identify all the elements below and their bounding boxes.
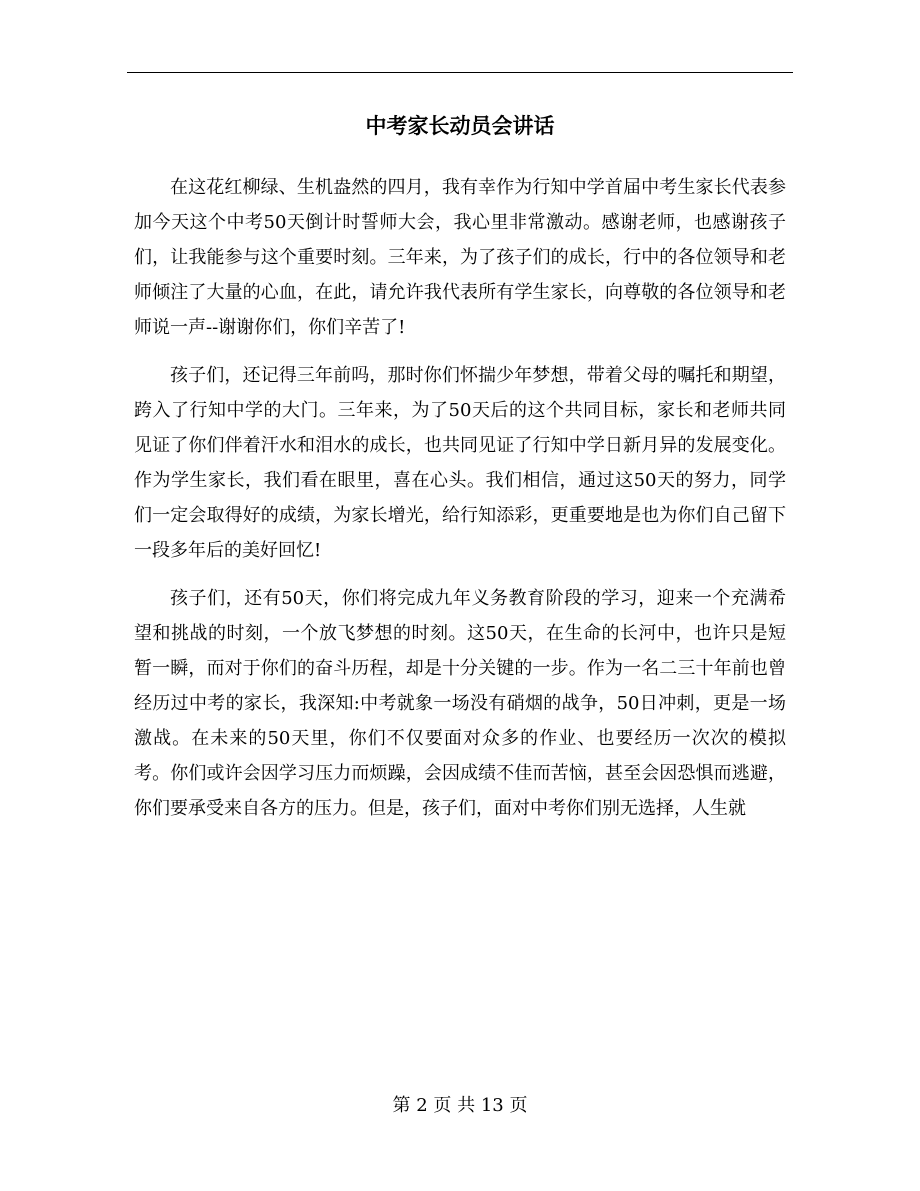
header-rule [127,72,793,73]
paragraph-2: 孩子们，还记得三年前吗，那时你们怀揣少年梦想，带着父母的嘱托和期望，跨入了行知中学的大门。三年来，为了50天后的这个共同目标，家长和老师共同见证了你们伴着汗水和泪水的成长，也共同见证了行知中学日新月异的发展变化。作为学生家长，我们看在眼里，喜在心头。我们相信，通过这50天的努力，同学们一定会取得好的成绩，为家长增光，给行知添彩，更重要地是也为你们自己留下一段多年后的美好回忆! [134,365,786,561]
document-body [134,170,786,839]
page-footer: 第 2 页 共 13 页 [392,1095,528,1116]
paragraph-1: 在这花红柳绿、生机盎然的四月，我有幸作为行知中学首届中考生家长代表参加今天这个中考50天倒计时誓师大会，我心里非常激动。感谢老师，也感谢孩子们，让我能参与这个重要时刻。三年来，为了孩子们的成长，行中的各位领导和老师倾注了大量的心血，在此，请允许我代表所有学生家长，向尊敬的各位领导和老师说一声--谢谢你们，你们辛苦了! [134,177,786,338]
paragraph-3: 孩子们，还有50天，你们将完成九年义务教育阶段的学习，迎来一个充满希望和挑战的时刻，一个放飞梦想的时刻。这50天，在生命的长河中，也许只是短暂一瞬，而对于你们的奋斗历程，却是十分关键的一步。作为一名二三十年前也曾经历过中考的家长，我深知:中考就象一场没有硝烟的战争，50日冲刺，更是一场激战。在未来的50天里，你们不仅要面对众多的作业、也要经历一次次的模拟考。你们或许会因学习压力而烦躁，会因成绩不佳而苦恼，甚至会因恐惧而逃避，你们要承受来自各方的压力。但是，孩子们，面对中考你们别无选择，人生就 [134,588,786,819]
document-title: 中考家长动员会讲话 [365,113,555,138]
